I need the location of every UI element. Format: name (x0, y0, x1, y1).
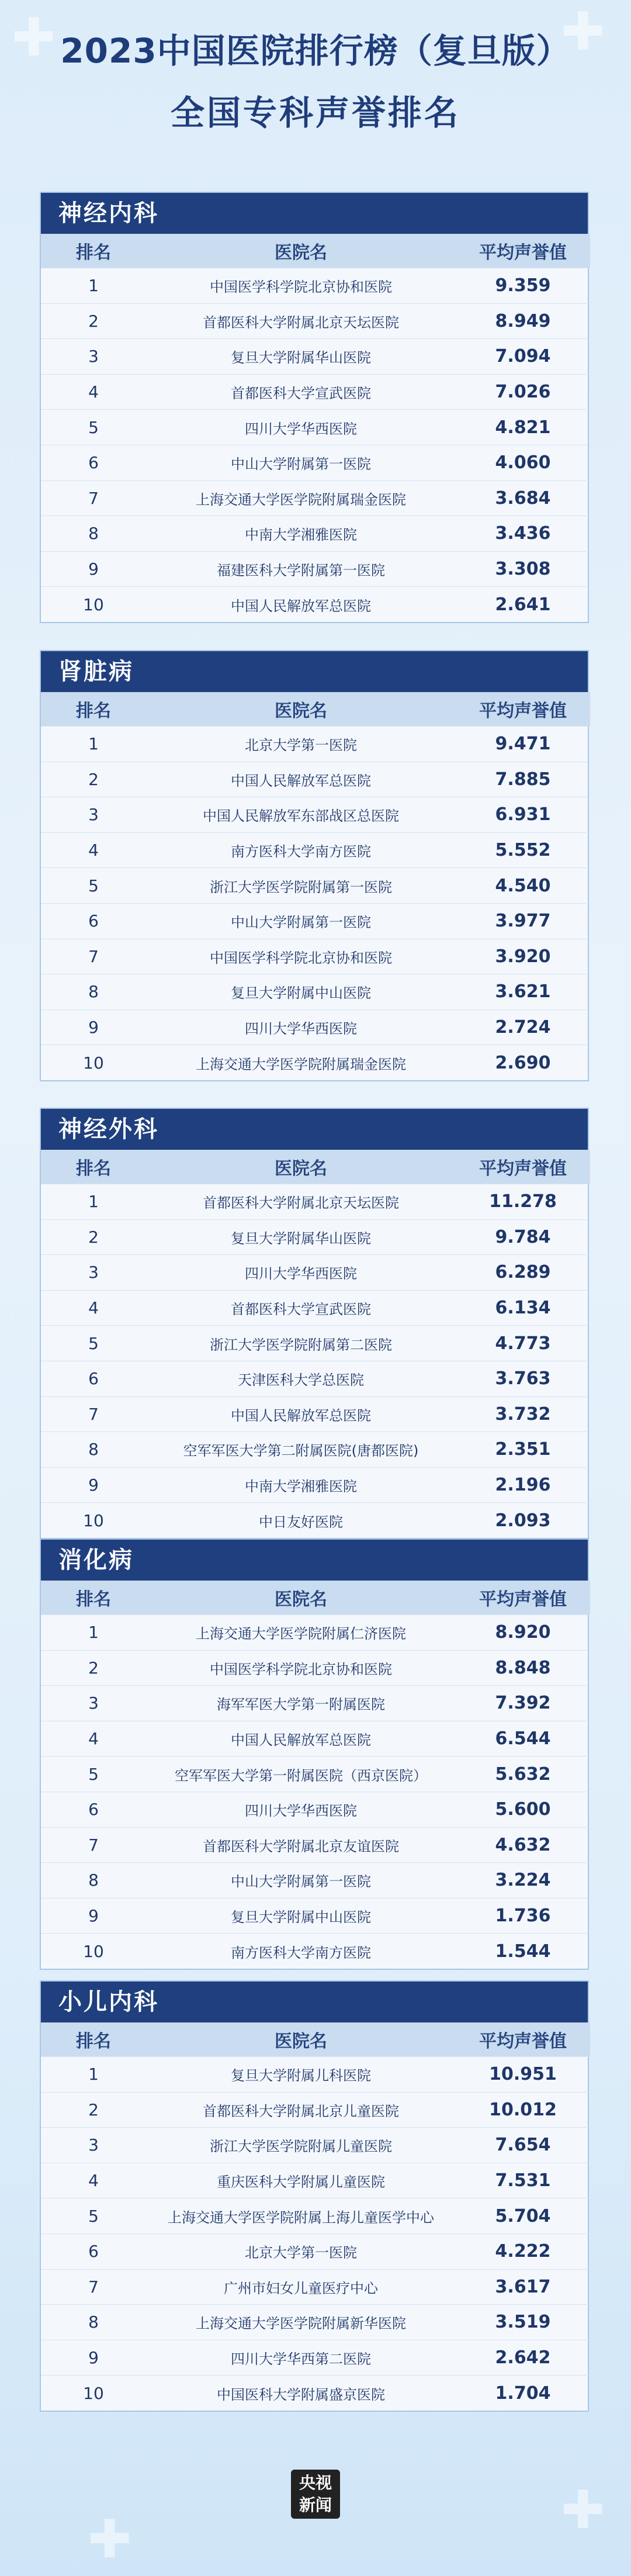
score-cell: 2.641 (456, 587, 590, 622)
rank-cell: 3 (41, 2128, 146, 2163)
hospital-cell: 上海交通大学医学院附属上海儿童医学中心 (146, 2198, 456, 2234)
rank-cell: 4 (41, 2163, 146, 2198)
rank-cell: 9 (41, 2340, 146, 2376)
rank-cell: 10 (41, 2376, 146, 2411)
table-row (41, 1792, 590, 1827)
table-row (41, 1361, 590, 1396)
table-row (41, 2163, 590, 2198)
hospital-cell: 首都医科大学附属北京儿童医院 (146, 2092, 456, 2128)
score-cell: 1.544 (456, 1934, 590, 1969)
table-row (41, 1721, 590, 1756)
rank-cell: 1 (41, 268, 146, 304)
score-cell: 11.278 (456, 1184, 590, 1220)
rank-cell: 3 (41, 1686, 146, 1721)
rank-cell: 6 (41, 1361, 146, 1396)
hospital-cell: 上海交通大学医学院附属新华医院 (146, 2305, 456, 2340)
hospital-cell: 四川大学华西第二医院 (146, 2340, 456, 2376)
hospital-cell: 浙江大学医学院附属第一医院 (146, 868, 456, 904)
score-cell: 3.977 (456, 903, 590, 939)
hospital-cell: 中日友好医院 (146, 1503, 456, 1538)
table-row (41, 974, 590, 1010)
column-header-score: 平均声誉值 (456, 1150, 590, 1184)
hospital-cell: 首都医科大学附属北京友谊医院 (146, 1827, 456, 1863)
hospital-cell: 中山大学附属第一医院 (146, 1863, 456, 1899)
table-row (41, 303, 590, 339)
table-row (41, 1184, 590, 1220)
table-header-row (41, 1581, 590, 1615)
ranking-section (40, 1538, 589, 1970)
table-row (41, 1503, 590, 1538)
logo-line1: 央视 (299, 2473, 332, 2492)
rank-cell: 1 (41, 1184, 146, 1220)
table-row (41, 1045, 590, 1080)
table-row (41, 762, 590, 797)
table-row (41, 1686, 590, 1721)
table-row (41, 480, 590, 516)
table-row (41, 1255, 590, 1291)
score-cell: 8.848 (456, 1650, 590, 1686)
rank-cell: 4 (41, 1290, 146, 1326)
rank-cell: 6 (41, 445, 146, 480)
ranking-section (40, 1108, 589, 1539)
rank-cell: 3 (41, 1255, 146, 1291)
table-row (41, 727, 590, 762)
score-cell: 5.600 (456, 1792, 590, 1827)
rank-cell: 9 (41, 551, 146, 587)
rank-cell: 8 (41, 974, 146, 1010)
table-row (41, 1934, 590, 1969)
score-cell: 4.222 (456, 2233, 590, 2269)
medical-cross-icon: ✚ (12, 7, 56, 68)
score-cell: 10.951 (456, 2057, 590, 2093)
rank-cell: 7 (41, 480, 146, 516)
table-row (41, 2057, 590, 2093)
rank-cell: 9 (41, 1898, 146, 1934)
table-header-row (41, 234, 590, 268)
score-cell: 4.773 (456, 1326, 590, 1361)
table-header-row (41, 2022, 590, 2057)
ranking-section (40, 192, 589, 623)
rank-cell: 8 (41, 1432, 146, 1468)
hospital-cell: 中南大学湘雅医院 (146, 516, 456, 552)
table-row (41, 2269, 590, 2305)
score-cell: 3.763 (456, 1361, 590, 1396)
score-cell: 4.060 (456, 445, 590, 480)
table-row (41, 2305, 590, 2340)
score-cell: 2.196 (456, 1467, 590, 1503)
rank-cell: 2 (41, 303, 146, 339)
score-cell: 5.632 (456, 1756, 590, 1792)
hospital-cell: 四川大学华西医院 (146, 410, 456, 445)
column-header-score: 平均声誉值 (456, 2022, 590, 2057)
rank-cell: 7 (41, 1396, 146, 1432)
hospital-cell: 天津医科大学总医院 (146, 1361, 456, 1396)
hospital-cell: 首都医科大学宣武医院 (146, 374, 456, 410)
table-row (41, 1219, 590, 1255)
score-cell: 2.642 (456, 2340, 590, 2376)
rank-cell: 9 (41, 1467, 146, 1503)
score-cell: 7.026 (456, 374, 590, 410)
score-cell: 9.471 (456, 727, 590, 762)
hospital-cell: 复旦大学附属中山医院 (146, 974, 456, 1010)
rank-cell: 9 (41, 1009, 146, 1045)
ranking-section (40, 650, 589, 1081)
score-cell: 3.617 (456, 2269, 590, 2305)
hospital-cell: 首都医科大学附属北京天坛医院 (146, 1184, 456, 1220)
hospital-cell: 南方医科大学南方医院 (146, 832, 456, 868)
hospital-cell: 中南大学湘雅医院 (146, 1467, 456, 1503)
table-row (41, 1396, 590, 1432)
hospital-cell: 重庆医科大学附属儿童医院 (146, 2163, 456, 2198)
score-cell: 4.632 (456, 1827, 590, 1863)
rank-cell: 10 (41, 587, 146, 622)
table-row (41, 268, 590, 304)
rank-cell: 1 (41, 727, 146, 762)
hospital-cell: 上海交通大学医学院附属瑞金医院 (146, 1045, 456, 1080)
column-header-hospital: 医院名 (146, 692, 456, 727)
hospital-cell: 浙江大学医学院附属儿童医院 (146, 2128, 456, 2163)
rank-cell: 1 (41, 1615, 146, 1651)
medical-cross-icon: ✚ (88, 2509, 132, 2570)
rank-cell: 4 (41, 1721, 146, 1756)
medical-cross-icon: ✚ (561, 2480, 605, 2541)
table-row (41, 868, 590, 904)
table-row (41, 445, 590, 480)
hospital-cell: 四川大学华西医院 (146, 1009, 456, 1045)
rank-cell: 5 (41, 868, 146, 904)
section-title: 神经内科 (41, 193, 588, 234)
table-row (41, 551, 590, 587)
rank-cell: 5 (41, 1756, 146, 1792)
table-row (41, 587, 590, 622)
table-row (41, 2233, 590, 2269)
table-row (41, 2128, 590, 2163)
table-row (41, 1827, 590, 1863)
score-cell: 7.094 (456, 339, 590, 375)
hospital-cell: 南方医科大学南方医院 (146, 1934, 456, 1969)
hospital-cell: 复旦大学附属儿科医院 (146, 2057, 456, 2093)
table-header-row (41, 692, 590, 727)
score-cell: 10.012 (456, 2092, 590, 2128)
score-cell: 6.289 (456, 1255, 590, 1291)
score-cell: 7.531 (456, 2163, 590, 2198)
table-row (41, 1432, 590, 1468)
table-row (41, 1326, 590, 1361)
score-cell: 2.093 (456, 1503, 590, 1538)
score-cell: 1.736 (456, 1898, 590, 1934)
hospital-cell: 中国人民解放军总医院 (146, 587, 456, 622)
hospital-cell: 复旦大学附属华山医院 (146, 339, 456, 375)
rank-cell: 8 (41, 1863, 146, 1899)
column-header-hospital: 医院名 (146, 2022, 456, 2057)
table-row (41, 939, 590, 974)
page-header (0, 23, 631, 134)
rank-cell: 2 (41, 762, 146, 797)
table-row (41, 1863, 590, 1899)
rank-cell: 2 (41, 1219, 146, 1255)
table-row (41, 410, 590, 445)
hospital-cell: 中山大学附属第一医院 (146, 903, 456, 939)
table-row (41, 1009, 590, 1045)
score-cell: 6.544 (456, 1721, 590, 1756)
table-row (41, 1467, 590, 1503)
score-cell: 8.920 (456, 1615, 590, 1651)
score-cell: 2.351 (456, 1432, 590, 1468)
table-row (41, 832, 590, 868)
hospital-cell: 首都医科大学宣武医院 (146, 1290, 456, 1326)
table-row (41, 2340, 590, 2376)
section-title: 神经外科 (41, 1109, 588, 1150)
rank-cell: 4 (41, 832, 146, 868)
cctv-news-logo (291, 2470, 340, 2519)
page-subtitle: 全国专科声誉排名 (170, 93, 460, 133)
rank-cell: 5 (41, 2198, 146, 2234)
hospital-cell: 中山大学附属第一医院 (146, 445, 456, 480)
hospital-cell: 中国人民解放军总医院 (146, 1721, 456, 1756)
table-row (41, 2376, 590, 2411)
hospital-cell: 中国医学科学院北京协和医院 (146, 268, 456, 304)
column-header-score: 平均声誉值 (456, 234, 590, 268)
rank-cell: 7 (41, 1827, 146, 1863)
table-row (41, 516, 590, 552)
score-cell: 4.821 (456, 410, 590, 445)
score-cell: 3.920 (456, 939, 590, 974)
hospital-cell: 福建医科大学附属第一医院 (146, 551, 456, 587)
hospital-cell: 海军军医大学第一附属医院 (146, 1686, 456, 1721)
column-header-rank: 排名 (41, 2022, 146, 2057)
column-header-rank: 排名 (41, 1150, 146, 1184)
score-cell: 9.359 (456, 268, 590, 304)
score-cell: 3.519 (456, 2305, 590, 2340)
section-title: 肾脏病 (41, 651, 588, 692)
score-cell: 5.704 (456, 2198, 590, 2234)
rank-cell: 3 (41, 797, 146, 833)
table-row (41, 1290, 590, 1326)
rank-cell: 5 (41, 410, 146, 445)
rank-cell: 10 (41, 1045, 146, 1080)
rank-cell: 10 (41, 1934, 146, 1969)
score-cell: 9.784 (456, 1219, 590, 1255)
score-cell: 3.732 (456, 1396, 590, 1432)
score-cell: 3.436 (456, 516, 590, 552)
column-header-score: 平均声誉值 (456, 1581, 590, 1615)
hospital-cell: 中国医学科学院北京协和医院 (146, 939, 456, 974)
table-row (41, 2198, 590, 2234)
column-header-hospital: 医院名 (146, 1150, 456, 1184)
score-cell: 7.885 (456, 762, 590, 797)
score-cell: 4.540 (456, 868, 590, 904)
ranking-table (41, 1581, 590, 1969)
table-row (41, 1650, 590, 1686)
table-row (41, 797, 590, 833)
hospital-cell: 浙江大学医学院附属第二医院 (146, 1326, 456, 1361)
hospital-cell: 广州市妇女儿童医疗中心 (146, 2269, 456, 2305)
hospital-cell: 中国医学科学院北京协和医院 (146, 1650, 456, 1686)
score-cell: 6.931 (456, 797, 590, 833)
score-cell: 8.949 (456, 303, 590, 339)
table-row (41, 2092, 590, 2128)
score-cell: 3.224 (456, 1863, 590, 1899)
page-title: 2023中国医院排行榜（复旦版） (60, 31, 571, 71)
rank-cell: 6 (41, 903, 146, 939)
rank-cell: 7 (41, 939, 146, 974)
rank-cell: 1 (41, 2057, 146, 2093)
rank-cell: 7 (41, 2269, 146, 2305)
hospital-cell: 中国人民解放军总医院 (146, 1396, 456, 1432)
score-cell: 2.724 (456, 1009, 590, 1045)
hospital-cell: 空军军医大学第二附属医院(唐都医院) (146, 1432, 456, 1468)
rank-cell: 8 (41, 2305, 146, 2340)
column-header-rank: 排名 (41, 692, 146, 727)
score-cell: 3.684 (456, 480, 590, 516)
table-row (41, 1615, 590, 1651)
medical-cross-icon: ✚ (561, 1, 605, 63)
ranking-table (41, 2022, 590, 2411)
score-cell: 6.134 (456, 1290, 590, 1326)
score-cell: 7.392 (456, 1686, 590, 1721)
hospital-cell: 上海交通大学医学院附属瑞金医院 (146, 480, 456, 516)
score-cell: 3.308 (456, 551, 590, 587)
rank-cell: 6 (41, 2233, 146, 2269)
table-row (41, 1898, 590, 1934)
hospital-cell: 四川大学华西医院 (146, 1255, 456, 1291)
rank-cell: 4 (41, 374, 146, 410)
hospital-cell: 复旦大学附属华山医院 (146, 1219, 456, 1255)
rank-cell: 3 (41, 339, 146, 375)
hospital-cell: 空军军医大学第一附属医院（西京医院） (146, 1756, 456, 1792)
section-title: 小儿内科 (41, 1982, 588, 2022)
score-cell: 5.552 (456, 832, 590, 868)
column-header-hospital: 医院名 (146, 234, 456, 268)
rank-cell: 2 (41, 1650, 146, 1686)
rank-cell: 8 (41, 516, 146, 552)
hospital-cell: 复旦大学附属中山医院 (146, 1898, 456, 1934)
score-cell: 7.654 (456, 2128, 590, 2163)
table-row (41, 903, 590, 939)
table-row (41, 374, 590, 410)
hospital-cell: 中国人民解放军东部战区总医院 (146, 797, 456, 833)
ranking-table (41, 1150, 590, 1538)
hospital-cell: 首都医科大学附属北京天坛医院 (146, 303, 456, 339)
hospital-cell: 中国医科大学附属盛京医院 (146, 2376, 456, 2411)
hospital-cell: 四川大学华西医院 (146, 1792, 456, 1827)
score-cell: 1.704 (456, 2376, 590, 2411)
rank-cell: 5 (41, 1326, 146, 1361)
hospital-cell: 中国人民解放军总医院 (146, 762, 456, 797)
section-title: 消化病 (41, 1540, 588, 1581)
hospital-cell: 北京大学第一医院 (146, 727, 456, 762)
ranking-table (41, 692, 590, 1080)
score-cell: 2.690 (456, 1045, 590, 1080)
ranking-section (40, 1980, 589, 2412)
table-row (41, 1756, 590, 1792)
rank-cell: 10 (41, 1503, 146, 1538)
hospital-cell: 上海交通大学医学院附属仁济医院 (146, 1615, 456, 1651)
table-row (41, 339, 590, 375)
hospital-cell: 北京大学第一医院 (146, 2233, 456, 2269)
table-header-row (41, 1150, 590, 1184)
rank-cell: 6 (41, 1792, 146, 1827)
logo-line2: 新闻 (299, 2495, 332, 2515)
column-header-hospital: 医院名 (146, 1581, 456, 1615)
column-header-rank: 排名 (41, 1581, 146, 1615)
rank-cell: 2 (41, 2092, 146, 2128)
column-header-score: 平均声誉值 (456, 692, 590, 727)
column-header-rank: 排名 (41, 234, 146, 268)
ranking-table (41, 234, 590, 622)
score-cell: 3.621 (456, 974, 590, 1010)
